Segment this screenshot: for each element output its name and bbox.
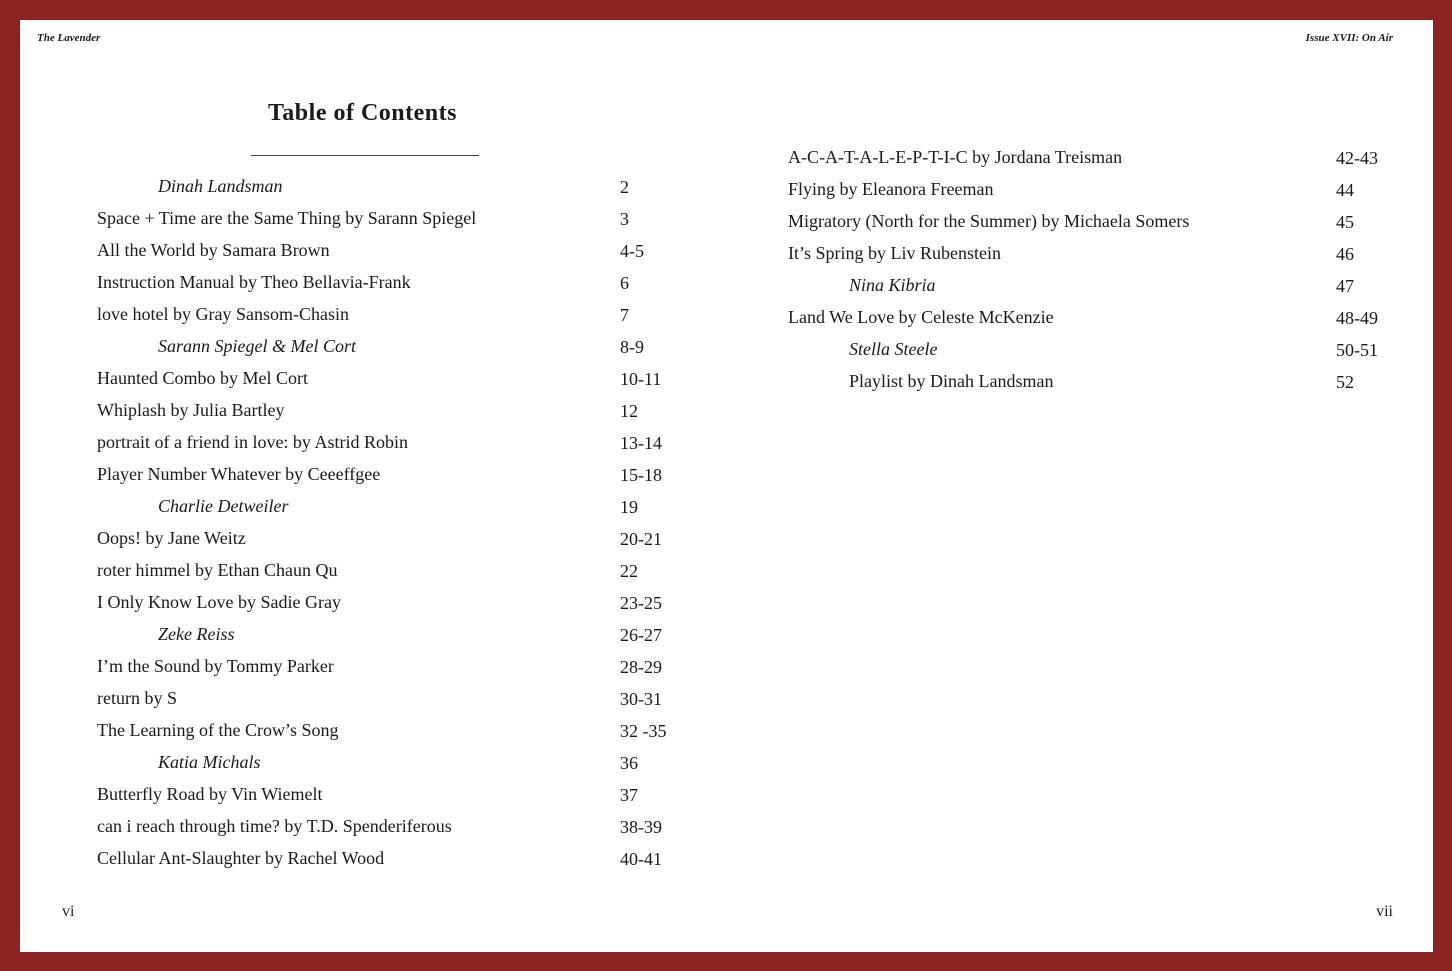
toc-entry-page: 8-9 — [620, 337, 644, 357]
toc-entry-title: The Learning of the Crow’s Song — [97, 720, 339, 740]
toc-entry-page: 45 — [1336, 212, 1354, 232]
toc-entry — [97, 366, 717, 398]
toc-entry-page: 36 — [620, 753, 638, 773]
title-divider — [251, 155, 479, 156]
toc-entry-title: A-C-A-T-A-L-E-P-T-I-C by Jordana Treisman — [788, 147, 1123, 167]
toc-entry-title: Haunted Combo by Mel Cort — [97, 368, 308, 388]
toc-entry-title: I Only Know Love by Sadie Gray — [97, 592, 341, 612]
toc-entry-title: Nina Kibria — [849, 275, 936, 295]
toc-entry-page: 52 — [1336, 372, 1354, 392]
toc-entry-title: Zeke Reiss — [158, 624, 235, 644]
toc-entry-title: Charlie Detweiler — [158, 496, 289, 516]
toc-entry — [97, 462, 717, 494]
page-number-right: vii — [1376, 903, 1393, 920]
toc-entry — [97, 814, 717, 846]
toc-entry — [97, 302, 717, 334]
toc-entry-page: 2 — [620, 177, 629, 197]
toc-entry — [97, 206, 717, 238]
toc-entry — [788, 177, 1388, 209]
toc-entry-page: 30-31 — [620, 689, 662, 709]
toc-entry-page: 40-41 — [620, 849, 662, 869]
toc-entry-page: 4-5 — [620, 241, 644, 261]
toc-entry — [788, 337, 1388, 369]
toc-entry-title: Land We Love by Celeste McKenzie — [788, 307, 1054, 327]
toc-entry — [97, 782, 717, 814]
toc-entry-title: love hotel by Gray Sansom-Chasin — [97, 304, 349, 324]
toc-entry-title: It’s Spring by Liv Rubenstein — [788, 243, 1001, 263]
toc-title: Table of Contents — [268, 100, 457, 126]
toc-entry-page: 28-29 — [620, 657, 662, 677]
toc-entry-title: portrait of a friend in love: by Astrid Robin — [97, 432, 408, 452]
toc-entry — [97, 654, 717, 686]
toc-entry — [97, 750, 717, 782]
toc-entry-page: 3 — [620, 209, 629, 229]
toc-entry-page: 13-14 — [620, 433, 662, 453]
toc-entry-page: 32 -35 — [620, 721, 667, 741]
toc-entry-title: Katia Michals — [158, 752, 261, 772]
toc-entry — [97, 238, 717, 270]
toc-entry — [97, 590, 717, 622]
toc-entry — [788, 145, 1388, 177]
toc-entry-page: 15-18 — [620, 465, 662, 485]
toc-entry-title: Playlist by Dinah Landsman — [849, 371, 1054, 391]
toc-entry-title: return by S — [97, 688, 177, 708]
toc-entry-title: Whiplash by Julia Bartley — [97, 400, 285, 420]
toc-entry-title: Migratory (North for the Summer) by Michaela Somers — [788, 211, 1190, 231]
toc-entry-page: 46 — [1336, 244, 1354, 264]
magazine-spread — [20, 20, 1433, 952]
running-head-right: Issue XVII: On Air — [1305, 32, 1393, 44]
toc-entry-page: 48-49 — [1336, 308, 1378, 328]
toc-entry-title: Oops! by Jane Weitz — [97, 528, 246, 548]
toc-entry-page: 37 — [620, 785, 638, 805]
page-number-left: vi — [62, 903, 75, 920]
toc-entry — [788, 209, 1388, 241]
toc-entry — [97, 430, 717, 462]
toc-entry — [788, 273, 1388, 305]
toc-entry-page: 47 — [1336, 276, 1354, 296]
toc-entry — [788, 241, 1388, 273]
toc-entry — [97, 622, 717, 654]
toc-entry-page: 23-25 — [620, 593, 662, 613]
toc-entry — [97, 270, 717, 302]
toc-entry-page: 12 — [620, 401, 638, 421]
toc-entry-page: 7 — [620, 305, 629, 325]
toc-entry-title: can i reach through time? by T.D. Spenderiferous — [97, 816, 452, 836]
toc-left-column — [97, 174, 717, 878]
toc-entry — [97, 846, 717, 878]
toc-entry-title: Instruction Manual by Theo Bellavia-Frank — [97, 272, 411, 292]
toc-entry-title: Flying by Eleanora Freeman — [788, 179, 994, 199]
toc-entry-page: 50-51 — [1336, 340, 1378, 360]
toc-entry-title: roter himmel by Ethan Chaun Qu — [97, 560, 338, 580]
toc-entry — [97, 494, 717, 526]
toc-entry-title: Dinah Landsman — [158, 176, 283, 196]
toc-entry-title: I’m the Sound by Tommy Parker — [97, 656, 334, 676]
toc-entry — [788, 305, 1388, 337]
toc-right-column — [788, 145, 1388, 401]
toc-entry — [97, 398, 717, 430]
running-head-left: The Lavender — [37, 32, 101, 44]
toc-entry — [97, 686, 717, 718]
toc-entry-page: 38-39 — [620, 817, 662, 837]
toc-entry — [788, 369, 1388, 401]
toc-entry-title: All the World by Samara Brown — [97, 240, 330, 260]
toc-entry-title: Space + Time are the Same Thing by Sarann Spiegel — [97, 208, 477, 228]
toc-entry-page: 20-21 — [620, 529, 662, 549]
toc-entry-page: 26-27 — [620, 625, 662, 645]
toc-entry-title: Cellular Ant-Slaughter by Rachel Wood — [97, 848, 385, 868]
toc-entry — [97, 334, 717, 366]
toc-entry — [97, 526, 717, 558]
toc-entry-page: 10-11 — [620, 369, 662, 389]
toc-entry — [97, 174, 717, 206]
toc-entry-page: 42-43 — [1336, 148, 1378, 168]
toc-entry-page: 22 — [620, 561, 638, 581]
toc-entry-page: 19 — [620, 497, 638, 517]
toc-entry — [97, 718, 717, 750]
toc-entry-title: Butterfly Road by Vin Wiemelt — [97, 784, 323, 804]
toc-entry-page: 44 — [1336, 180, 1354, 200]
toc-entry-title: Stella Steele — [849, 339, 938, 359]
toc-entry-title: Sarann Spiegel & Mel Cort — [158, 336, 356, 356]
toc-entry — [97, 558, 717, 590]
toc-entry-title: Player Number Whatever by Ceeeffgee — [97, 464, 381, 484]
toc-entry-page: 6 — [620, 273, 629, 293]
